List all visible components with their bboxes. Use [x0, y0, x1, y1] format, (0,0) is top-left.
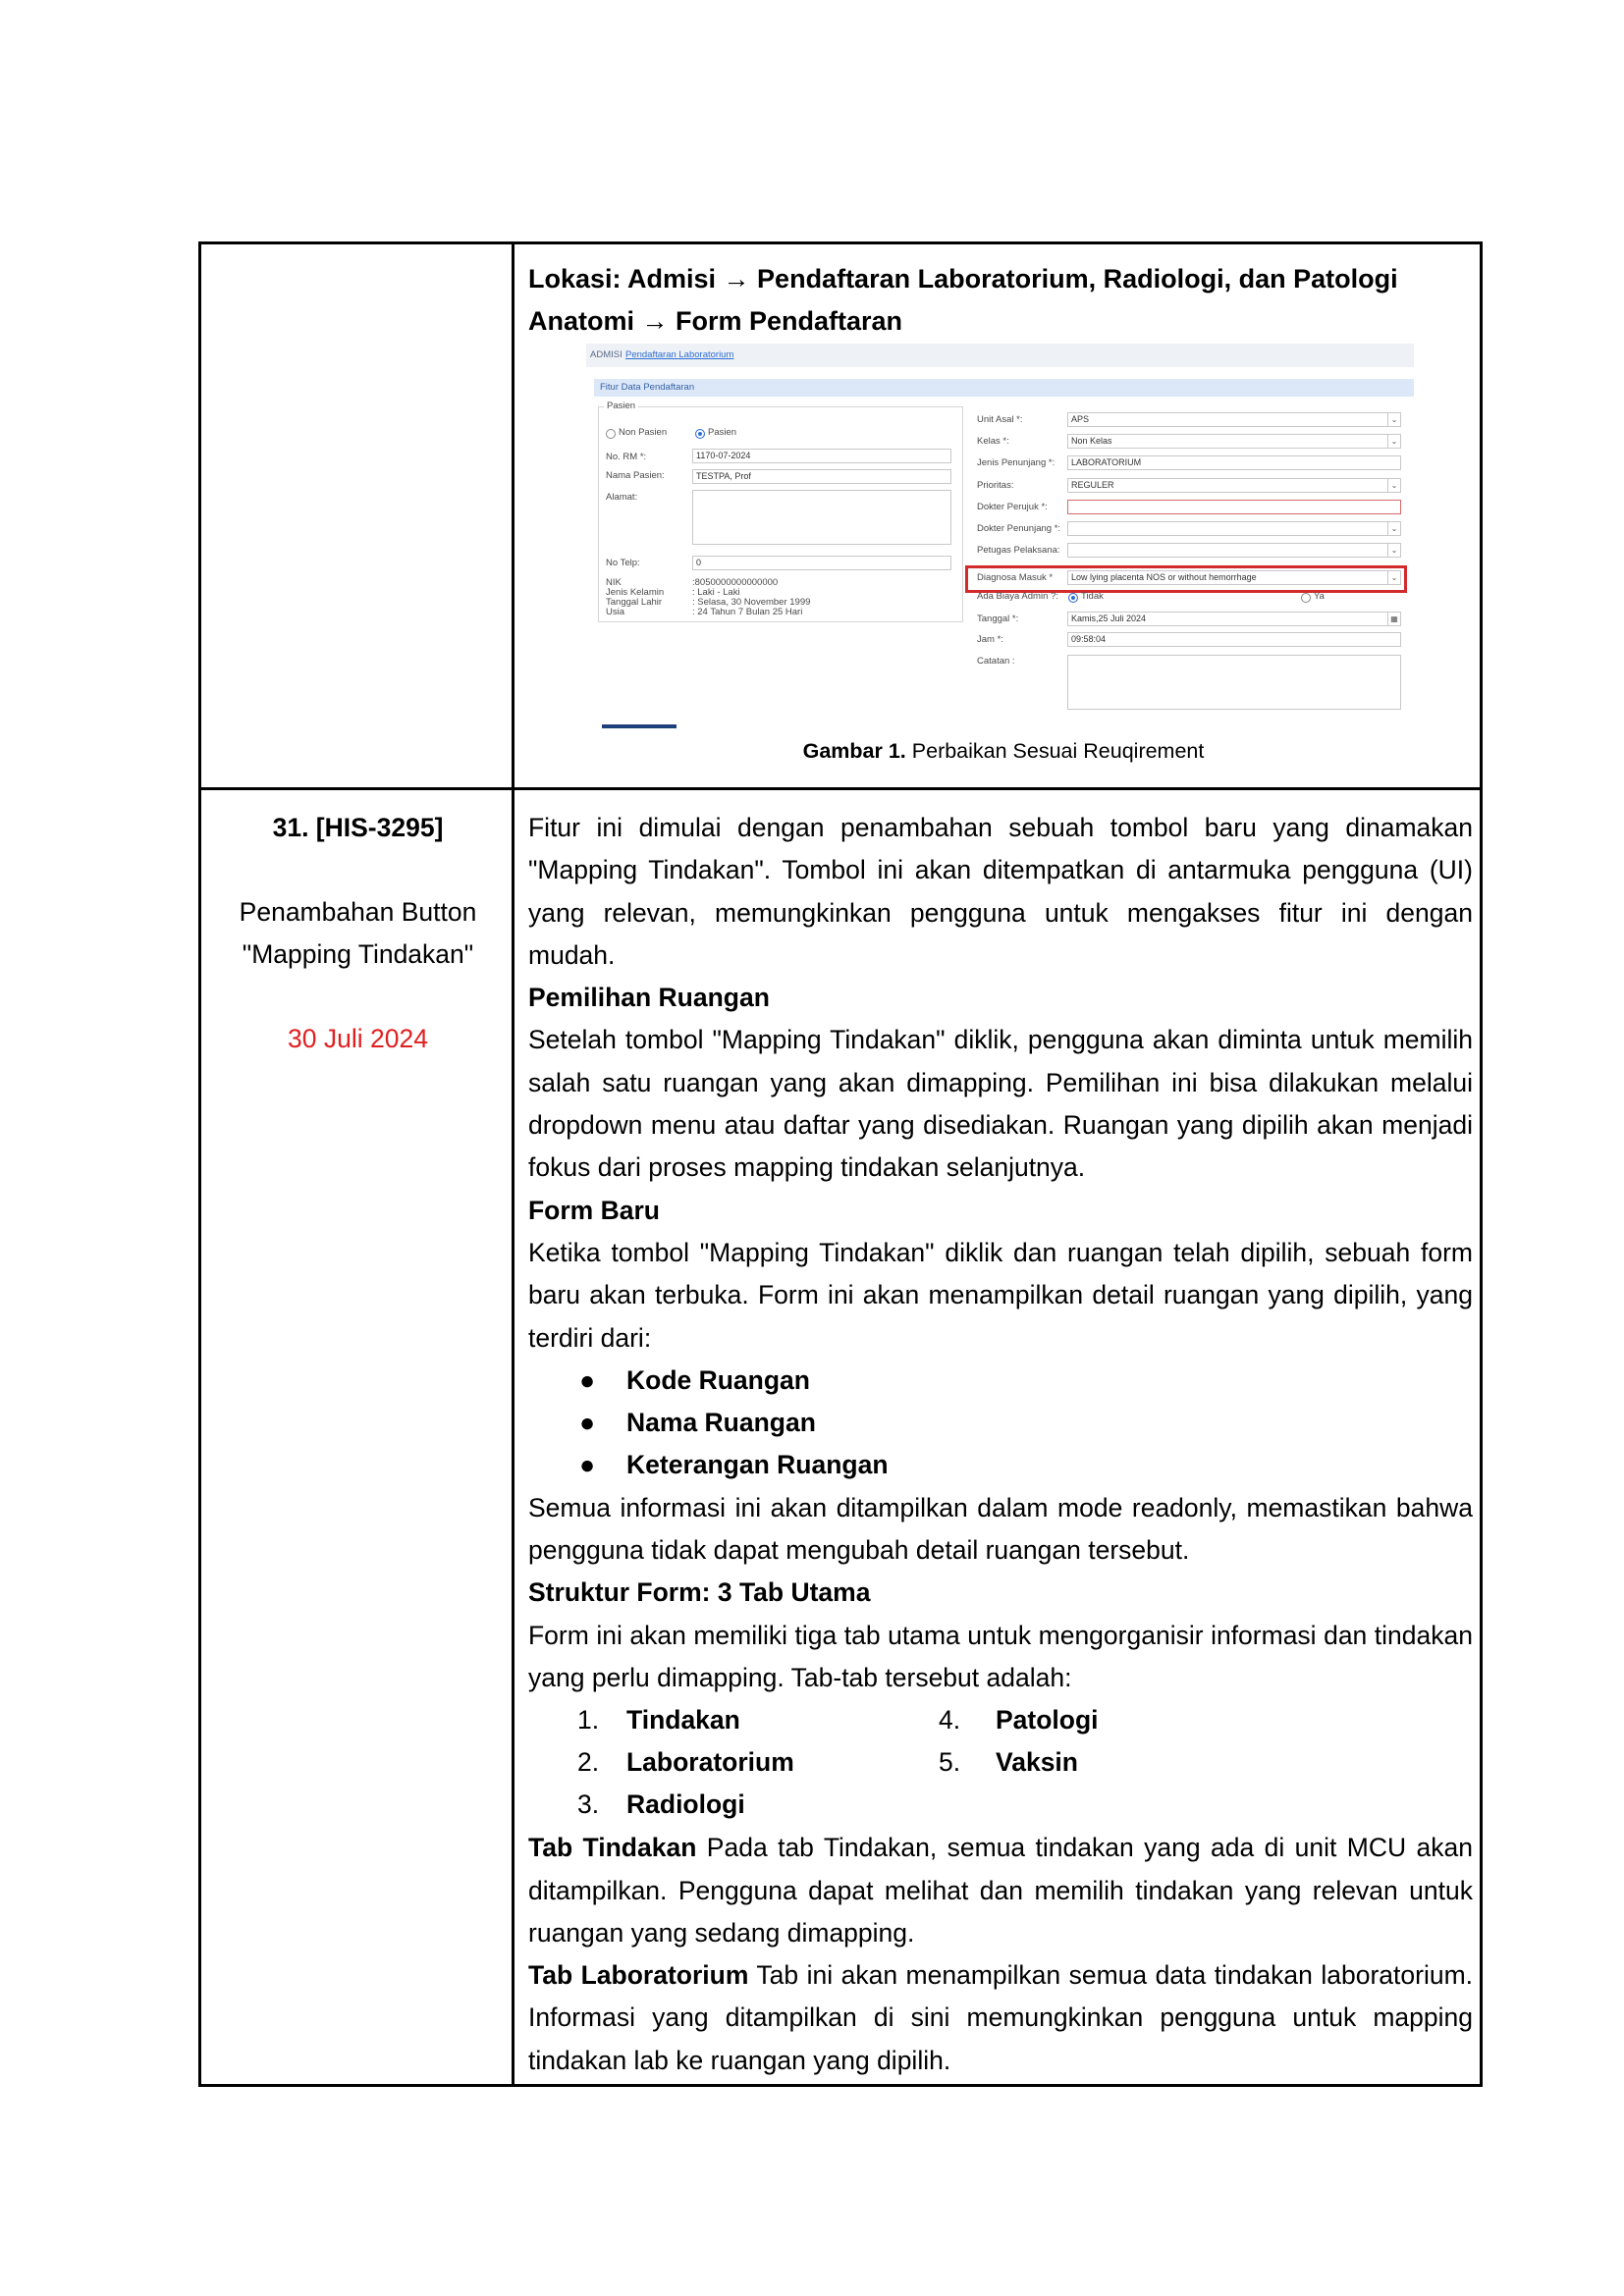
jenis-penunjang-input [1067, 455, 1401, 470]
alamat-label: Alamat: [606, 492, 638, 503]
petugas-select [1067, 543, 1401, 558]
kelas-value: Non Kelas [1071, 436, 1112, 446]
nik-value: :8050000000000000 [692, 577, 779, 588]
diagnosa-value: Low lying placenta NOS or without hemorrhage [1071, 572, 1257, 582]
tanggal-input [1067, 612, 1401, 626]
ticket-date: 30 Juli 2024 [288, 1024, 428, 1053]
tgl-lahir-value: : Selasa, 30 November 1999 [692, 597, 811, 608]
tab-laboratorium-paragraph [528, 1954, 1473, 2082]
chevron-down-icon: ⌄ [1387, 435, 1400, 448]
heading-form-baru: Form Baru [528, 1195, 660, 1225]
usia-label: Usia [606, 607, 625, 617]
tgl-lahir-label: Tanggal Lahir [606, 597, 663, 608]
heading-pemilihan-ruangan: Pemilihan Ruangan [528, 983, 770, 1013]
caption-label: Gambar 1. [802, 739, 906, 763]
jenis-penunjang-value: LABORATORIUM [1071, 457, 1142, 467]
dokter-perujuk-label: Dokter Perujuk *: [977, 502, 1048, 512]
telp-label: No Telp: [606, 558, 640, 568]
location-line-1: Lokasi: Admisi → Pendaftaran Laboratorium, Radiologi, dan Patologi [528, 264, 1398, 294]
intro-paragraph: Fitur ini dimulai dengan penambahan sebuah tombol baru yang dinamakan "Mapping Tindakan". Tombol ini akan ditempatkan di antarmuka pengguna (UI) yang relevan, memungkinkan pengguna untuk mengakses fitur ini dengan mudah. [528, 813, 1473, 970]
list-item [528, 1444, 1473, 1486]
kelas-label: Kelas *: [977, 436, 1009, 447]
list-item-label: Radiologi [626, 1789, 745, 1820]
list-item-label: Tindakan [626, 1705, 740, 1735]
list-item [577, 1741, 794, 1784]
kelas-select [1067, 434, 1401, 449]
bullet-icon: ● [579, 1408, 596, 1438]
biaya-tidak-label: Tidak [1081, 591, 1104, 602]
tab-tindakan-title: Tab Tindakan [528, 1833, 697, 1863]
ruangan-detail-list [528, 1360, 1473, 1487]
radio-ya-icon [1301, 593, 1311, 603]
unit-asal-value: APS [1071, 414, 1090, 424]
nama-label: Nama Pasien: [606, 470, 665, 481]
jk-value: : Laki - Laki [692, 587, 740, 598]
tab-list [528, 1699, 1473, 1827]
column-divider [512, 244, 514, 2084]
diagnosa-select [1067, 570, 1401, 585]
biaya-label: Ada Biaya Admin ?: [977, 591, 1058, 602]
heading-struktur-form: Struktur Form: 3 Tab Utama [528, 1577, 871, 1608]
jam-label: Jam *: [977, 634, 1003, 645]
list-item-label: Laboratorium [626, 1747, 794, 1778]
bullet-icon: ● [579, 1450, 596, 1480]
list-number: 3. [577, 1789, 600, 1820]
list-item [528, 1360, 1473, 1402]
section-title-bar [594, 379, 1414, 397]
list-number: 2. [577, 1747, 600, 1778]
ticket-cell [204, 807, 512, 1060]
petugas-label: Petugas Pelaksana: [977, 545, 1060, 556]
tanggal-value: Kamis,25 Juli 2024 [1071, 614, 1147, 623]
diagnosa-label: Diagnosa Masuk * [977, 572, 1054, 583]
jam-value: 09:58:04 [1071, 634, 1107, 644]
telp-value: 0 [696, 558, 702, 567]
tab-laboratorium-title: Tab Laboratorium [528, 1960, 749, 1991]
chevron-down-icon: ⌄ [1387, 571, 1400, 584]
no-rm-value: 1170-07-2024 [696, 451, 751, 460]
dokter-perujuk-input [1067, 500, 1401, 514]
tanggal-label: Tanggal *: [977, 614, 1019, 624]
description-cell [528, 807, 1473, 2082]
dokter-penunjang-select [1067, 521, 1401, 536]
biaya-ya-label: Ya [1314, 591, 1325, 602]
readonly-paragraph: Semua informasi ini akan ditampilkan dalam mode readonly, memastikan bahwa pengguna tidak dapat mengubah detail ruangan tersebut. [528, 1492, 1473, 1566]
form-baru-paragraph: Ketika tombol "Mapping Tindakan" diklik dan ruangan telah dipilih, sebuah form baru akan terbuka. Form ini akan menampilkan detail ruangan yang dipilih, yang terdiri dari: [528, 1237, 1473, 1353]
unit-asal-select [1067, 412, 1401, 427]
list-item-label: Vaksin [996, 1747, 1078, 1778]
radio-non-pasien-label: Non Pasien [619, 427, 668, 438]
document-table [198, 241, 1483, 2087]
catatan-label: Catatan : [977, 656, 1015, 667]
catatan-textarea [1067, 655, 1401, 710]
struktur-paragraph: Form ini akan memiliki tiga tab utama untuk mengorganisir informasi dan tindakan yang perlu dimapping. Tab-tab tersebut adalah: [528, 1620, 1473, 1692]
list-number: 1. [577, 1705, 600, 1735]
nik-label: NIK [606, 577, 622, 588]
tab-laboratorium-text: Tab ini akan menampilkan semua data tindakan laboratorium. Informasi yang ditampilkan di sini memungkinkan pengguna untuk mapping tindakan lab ke ruangan yang dipilih. [528, 1960, 1474, 2075]
list-item [577, 1699, 740, 1741]
list-item [939, 1741, 1078, 1784]
list-item-label: Kode Ruangan [626, 1364, 810, 1395]
prioritas-label: Prioritas: [977, 480, 1014, 491]
list-number: 5. [939, 1747, 961, 1778]
prioritas-select [1067, 478, 1401, 493]
calendar-icon: ▦ [1387, 613, 1400, 625]
no-rm-label: No. RM *: [606, 452, 647, 462]
no-rm-input [692, 449, 951, 463]
figure-caption [528, 739, 1479, 764]
bullet-icon: ● [579, 1364, 596, 1395]
list-item [528, 1402, 1473, 1444]
pemilihan-paragraph: Setelah tombol "Mapping Tindakan" diklik, pengguna akan diminta untuk memilih salah satu ruangan yang akan dimapping. Pemilihan ini bisa dilakukan melalui dropdown menu atau daftar yang disediakan. Ruangan yang dipilih akan menjadi fokus dari proses mapping tindakan selanjutnya. [528, 1025, 1473, 1183]
dokter-penunjang-label: Dokter Penunjang *: [977, 523, 1061, 534]
list-number: 4. [939, 1705, 961, 1735]
breadcrumb-root: ADMISI [590, 349, 623, 360]
chevron-down-icon: ⌄ [1387, 479, 1400, 492]
tab-tindakan-paragraph [528, 1827, 1473, 1954]
alamat-textarea [692, 490, 951, 545]
ticket-id: 31. [HIS-3295] [272, 813, 444, 842]
ticket-title-line-2: "Mapping Tindakan" [242, 939, 474, 969]
nama-value: TESTPA, Prof [696, 471, 751, 481]
usia-value: : 24 Tahun 7 Bulan 25 Hari [692, 607, 803, 617]
radio-non-pasien-icon [606, 429, 616, 439]
location-line-2: Anatomi → Form Pendaftaran [528, 306, 903, 336]
caption-text: Perbaikan Sesuai Reuqirement [905, 739, 1205, 763]
list-item [939, 1699, 1099, 1741]
row-divider [201, 787, 1480, 790]
jam-input [1067, 632, 1401, 647]
jenis-penunjang-label: Jenis Penunjang *: [977, 457, 1056, 468]
jk-label: Jenis Kelamin [606, 587, 665, 598]
radio-pasien-icon [695, 429, 705, 439]
list-item [577, 1784, 745, 1826]
nama-input [692, 469, 951, 484]
radio-pasien-label: Pasien [708, 427, 737, 438]
chevron-down-icon: ⌄ [1387, 522, 1400, 535]
chevron-down-icon: ⌄ [1387, 544, 1400, 557]
ticket-title-line-1: Penambahan Button [239, 897, 477, 927]
tab-underline-indicator [602, 724, 677, 728]
radio-tidak-icon [1068, 593, 1078, 603]
embedded-screenshot [586, 344, 1414, 732]
fieldset-legend: Pasien [604, 400, 638, 411]
tab-tindakan-text: Pada tab Tindakan, semua tindakan yang ada di unit MCU akan ditampilkan. Pengguna dapat melihat dan memilih tindakan yang relevan untuk ruangan yang sedang dimapping. [528, 1833, 1473, 1948]
section-title: Fitur Data Pendaftaran [600, 382, 695, 393]
list-item-label: Nama Ruangan [626, 1408, 816, 1438]
list-item-label: Keterangan Ruangan [626, 1450, 889, 1480]
chevron-down-icon: ⌄ [1387, 413, 1400, 426]
list-item-label: Patologi [996, 1705, 1099, 1735]
telp-input [692, 556, 951, 570]
prioritas-value: REGULER [1071, 480, 1114, 490]
breadcrumb-page: Pendaftaran Laboratorium [625, 349, 734, 360]
unit-asal-label: Unit Asal *: [977, 414, 1023, 425]
location-heading [528, 258, 1412, 343]
screenshot-breadcrumb [586, 344, 1414, 367]
